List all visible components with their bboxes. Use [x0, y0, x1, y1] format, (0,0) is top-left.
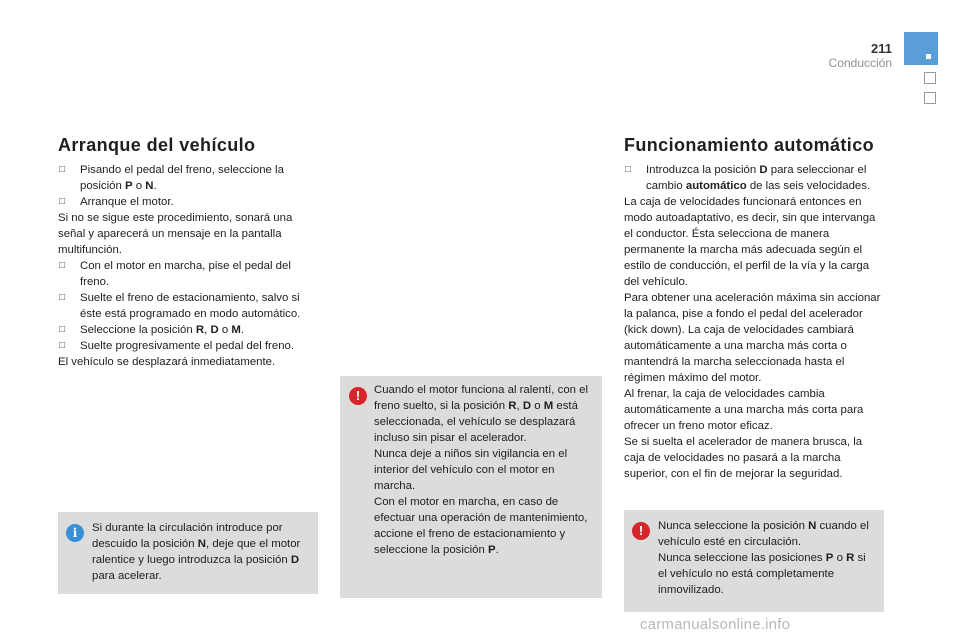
left-column: [58, 162, 320, 370]
warning-text: Cuando el motor funciona al ralentí, con el freno suelto, si la posición R, D o M está seleccionada, el vehículo se desplazará incluso sin pisar el acelerador.: [374, 384, 589, 444]
info-text: Si durante la circulación introduce por descuido la posición N, deje que el motor ralentice y luego introduzca la posición D para acelerar.: [92, 522, 301, 582]
paragraph: El vehículo se desplazará inmediatamente.: [58, 356, 276, 368]
info-icon: i: [66, 524, 84, 542]
warning-text: Con el motor en marcha, en caso de efectuar una operación de mantenimiento, accione el freno de estacionamiento y seleccione la posición P.: [374, 496, 588, 556]
warning-text: Nunca seleccione la posición N cuando el vehículo esté en circulación.: [658, 520, 869, 548]
warning-box: [340, 376, 602, 598]
page-number: 211: [871, 41, 892, 56]
section-name: Conducción: [828, 56, 892, 70]
warning-box-right: [624, 510, 884, 612]
right-section-title: Funcionamiento automático: [624, 135, 875, 155]
chapter-tab: [924, 72, 936, 84]
list-item: □ Introduzca la posición D para seleccionar el cambio automático de las seis velocidades.: [624, 162, 886, 194]
warning-text: Nunca seleccione las posiciones P o R si el vehículo no está completamente inmovilizado.: [658, 552, 866, 596]
list-item: □ Arranque el motor.: [58, 194, 320, 210]
paragraph: Al frenar, la caja de velocidades cambia automáticamente a una marcha más corta para ofrecer un freno motor eficaz.: [624, 388, 864, 432]
list-item: □ Con el motor en marcha, pise el pedal del freno.: [58, 258, 320, 290]
chapter-tab-active: [904, 32, 938, 65]
paragraph: Se si suelta el acelerador de manera brusca, la caja de velocidades no pasará a la marcha superior, con el fin de mejorar la seguridad.: [624, 436, 863, 480]
list-item: □ Suelte el freno de estacionamiento, salvo si éste está programado en modo automático.: [58, 290, 320, 322]
chapter-tab: [924, 92, 936, 104]
list-item: □ Seleccione la posición R, D o M.: [58, 322, 320, 338]
list-item: □ Suelte progresivamente el pedal del freno.: [58, 338, 320, 354]
warning-text: Nunca deje a niños sin vigilancia en el interior del vehículo con el motor en marcha.: [374, 448, 568, 492]
watermark: carmanualsonline.info: [640, 616, 791, 633]
left-section-title: Arranque del vehículo: [58, 135, 256, 155]
info-box: [58, 512, 318, 594]
paragraph: La caja de velocidades funcionará entonces en modo autoadaptativo, es decir, sin que intervanga el conductor. Ésta selecciona de manera permanente la marcha más adecuada según el estilo de conducción, el perfil de la vía y la carga del vehículo.: [624, 196, 876, 288]
list-item: □ Pisando el pedal del freno, seleccione la posición P o N.: [58, 162, 320, 194]
warning-icon: !: [632, 522, 650, 540]
warning-icon: !: [349, 387, 367, 405]
paragraph: Si no se sigue este procedimiento, sonará una señal y aparecerá un mensaje en la pantalla multifunción.: [58, 212, 293, 256]
paragraph: Para obtener una aceleración máxima sin accionar la palanca, pise a fondo el pedal del acelerador (kick down). La caja de velocidades cambiará automáticamente a una marcha más corta o mantendrá la marcha seleccionada hasta el régimen máximo del motor.: [624, 292, 881, 384]
right-column: [624, 162, 886, 482]
